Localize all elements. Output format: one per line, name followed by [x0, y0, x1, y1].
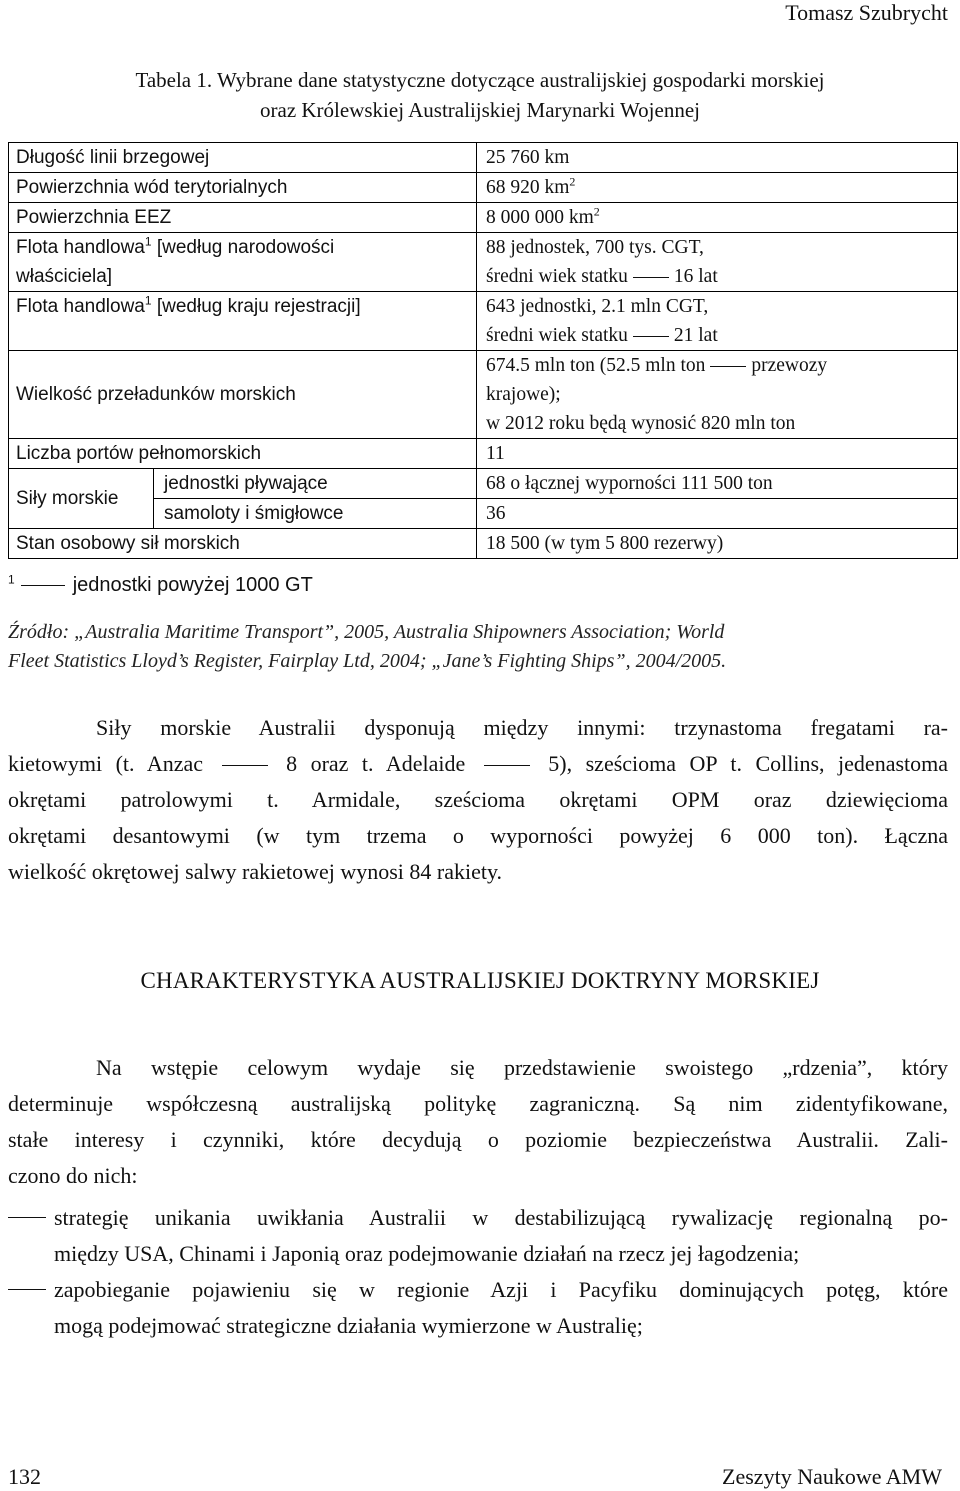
table-row [9, 143, 958, 173]
table-cell-value: 18 500 (w tym 5 800 rezerwy) [477, 529, 958, 559]
value-text: 643 jednostki, 2.1 mln CGT, [486, 296, 709, 317]
table-cell-label [9, 233, 477, 292]
value-text: średni wiek statku [486, 325, 628, 346]
value-text: 8 000 000 km [486, 207, 594, 228]
table-cell-label: Długość linii brzegowej [9, 143, 477, 173]
table-cell-label: Liczba portów pełnomorskich [9, 439, 477, 469]
table-cell-value [477, 173, 958, 203]
footnote-mark: 1 [8, 572, 15, 587]
table-cell-value [477, 203, 958, 233]
table-row [9, 439, 958, 469]
list-item-line: mogą podejmować strategiczne działania wymierzone w Australię; [54, 1313, 643, 1338]
label-text: [według narodowości [151, 237, 335, 258]
text-fragment: 8 oraz t. Adelaide [286, 751, 466, 776]
source-line: Źródło: „Australia Maritime Transport”, 2005, Australia Shipowners Association; World [8, 621, 725, 643]
value-text: 68 920 km [486, 177, 570, 198]
table-cell-sublabel: samoloty i śmigłowce [154, 499, 477, 529]
table-caption-line-2: oraz Królewskiej Australijskiej Marynarki Wojennej [260, 98, 700, 122]
footnote-mark: 1 [144, 234, 152, 249]
paragraph-line: Siły morskie Australii dysponują między innymi: trzynastoma fregatami ra- [96, 715, 948, 740]
paragraph-introduction [8, 1050, 948, 1194]
paragraph-naval-forces [8, 710, 948, 890]
table-row [9, 292, 958, 351]
table-cell-value [477, 351, 958, 439]
table-row [9, 351, 958, 439]
table-cell-value: 11 [477, 439, 958, 469]
table-row [9, 173, 958, 203]
em-dash [710, 366, 746, 367]
list-item-line: zapobieganie pojawieniu się w regionie Azji i Pacyfiku dominujących potęg, które [54, 1277, 948, 1302]
page-number: 132 [8, 1464, 41, 1489]
value-text: 88 jednostek, 700 tys. CGT, [486, 237, 704, 258]
value-text: przewozy [751, 355, 828, 376]
table-caption-line-1: Tabela 1. Wybrane dane statystyczne dotyczące australijskiej gospodarki morskiej [135, 68, 825, 92]
journal-name: Zeszyty Naukowe AMW [722, 1464, 942, 1489]
superscript: 2 [593, 204, 600, 219]
footnote-text: jednostki powyżej 1000 GT [72, 574, 313, 596]
label-text: Flota handlowa [16, 296, 145, 317]
table-row [9, 529, 958, 559]
paragraph-line: okrętami patrolowymi t. Armidale, sześcioma okrętami OPM oraz dziewięcioma [8, 787, 948, 812]
label-text: właściciela] [16, 266, 113, 287]
source-line: Fleet Statistics Lloyd’s Register, Fairplay Ltd, 2004; „Jane’s Fighting Ships”, 2004/2005. [8, 650, 727, 672]
table-row [9, 203, 958, 233]
bullet-list [8, 1200, 948, 1344]
table-row [9, 233, 958, 292]
statistics-table [8, 142, 958, 559]
table-cell-value: 25 760 km [477, 143, 958, 173]
table-cell-label: Powierzchnia EEZ [9, 203, 477, 233]
table-cell-value: 68 o łącznej wyporności 111 500 ton [477, 469, 958, 499]
footnote-mark: 1 [144, 293, 152, 308]
list-item-line: między USA, Chinami i Japonią oraz podejmowanie działań na rzecz jej łagodzenia; [54, 1241, 800, 1266]
em-dash [633, 336, 669, 337]
list-item [8, 1200, 948, 1272]
table-row [9, 469, 958, 499]
paragraph-line: wielkość okrętowej salwy rakietowej wynosi 84 rakiety. [8, 859, 503, 884]
table-source [8, 618, 950, 676]
table-cell-sublabel: jednostki pływające [154, 469, 477, 499]
em-dash [21, 585, 65, 586]
label-text: [według kraju rejestracji] [151, 296, 361, 317]
paragraph-line: czono do nich: [8, 1163, 138, 1188]
value-text: 16 lat [673, 266, 718, 287]
text-fragment: kietowymi (t. Anzac [8, 751, 204, 776]
table-cell-label: Wielkość przeładunków morskich [9, 351, 477, 439]
paragraph-line: determinuje współczesną australijską politykę zagraniczną. Są nim zidentyfikowane, [8, 1091, 948, 1116]
label-text: Flota handlowa [16, 237, 145, 258]
table-cell-label: Siły morskie [9, 469, 154, 529]
em-dash [222, 765, 268, 766]
running-header-author: Tomasz Szubrycht [785, 0, 948, 25]
value-text: 674.5 mln ton (52.5 mln ton [486, 355, 706, 376]
em-dash [633, 277, 669, 278]
table-cell-label: Stan osobowy sił morskich [9, 529, 477, 559]
paragraph-line: Na wstępie celowym wydaje się przedstawienie swoistego „rdzenia”, który [96, 1055, 948, 1080]
value-text: średni wiek statku [486, 266, 628, 287]
table-cell-value [477, 233, 958, 292]
table-cell-value: 36 [477, 499, 958, 529]
em-dash [484, 765, 530, 766]
value-text: krajowe); [486, 384, 561, 405]
list-item [8, 1272, 948, 1344]
value-text: w 2012 roku będą wynosić 820 mln ton [486, 413, 796, 434]
table-cell-value [477, 292, 958, 351]
list-item-line: strategię unikania uwikłania Australii w destabilizującą rywalizację regionalną po- [54, 1205, 948, 1230]
paragraph-line [8, 746, 948, 782]
text-fragment: 5), sześcioma OP t. Collins, jedenastoma [548, 751, 949, 776]
value-text: 21 lat [673, 325, 718, 346]
table-footnote [8, 574, 313, 597]
dash-bullet [8, 1217, 46, 1218]
paragraph-line: stałe interesy i czynniki, które decydują o poziomie bezpieczeństwa Australii. Zali- [8, 1127, 948, 1152]
dash-bullet [8, 1289, 46, 1290]
table-cell-label [9, 292, 477, 351]
section-heading: CHARAKTERYSTYKA AUSTRALIJSKIEJ DOKTRYNY MORSKIEJ [140, 968, 820, 993]
table-cell-label: Powierzchnia wód terytorialnych [9, 173, 477, 203]
superscript: 2 [569, 174, 576, 189]
paragraph-line: okrętami desantowymi (w tym trzema o wyporności powyżej 6 000 ton). Łączna [8, 823, 948, 848]
